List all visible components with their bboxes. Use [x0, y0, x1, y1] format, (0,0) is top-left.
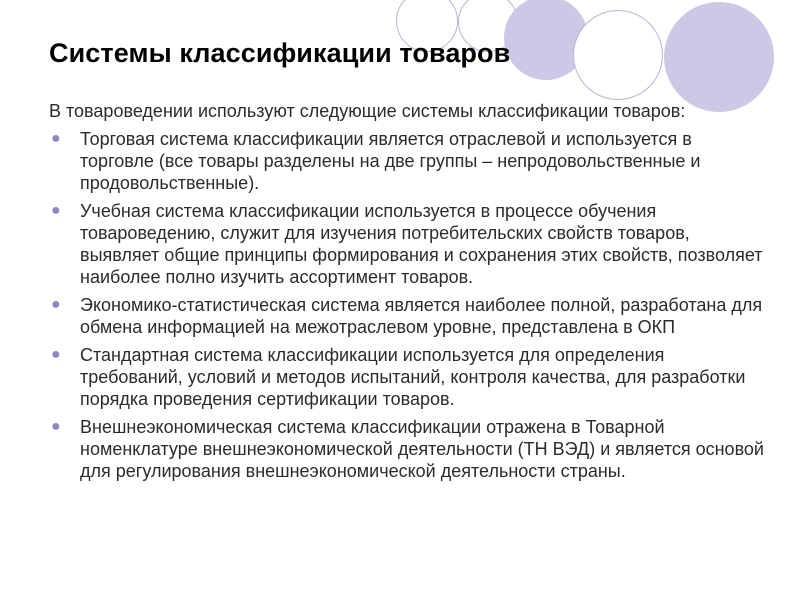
list-item-text: Торговая система классификации является отраслевой и используется в торговле (все товары разделены на две группы – непродовольственные и продовольственные).: [80, 129, 701, 193]
list-item-text: Учебная система классификации используется в процессе обучения товароведению, служит для изучения потребительских свойств товаров, выявляет общие принципы формирования и сохранения этих свойств, позволяет наиболее полно изучить ассортимент товаров.: [80, 201, 763, 287]
bullet-list: [49, 128, 765, 482]
bullet-icon: ●: [51, 130, 61, 147]
intro-text: В товароведении используют следующие системы классификации товаров:: [49, 101, 686, 121]
list-item-text: Экономико-статистическая система является наиболее полной, разработана для обмена информацией на межотраслевом уровне, представлена в ОКП: [80, 295, 763, 337]
list-item: [49, 416, 765, 482]
decor-circle-filled-icon: [664, 2, 774, 112]
slide-body: [49, 100, 765, 488]
list-item: [49, 344, 765, 410]
bullet-icon: ●: [51, 418, 61, 435]
decor-circle-outline-icon: [573, 10, 663, 100]
list-item-text: Внешнеэкономическая система классификации отражена в Товарной номенклатуре внешнеэкономической деятельности (ТН ВЭД) и является основой для регулирования внешнеэкономической деятельности страны.: [80, 417, 764, 481]
list-item: [49, 294, 765, 338]
slide-title: Системы классификации товаров: [49, 38, 511, 68]
bullet-icon: ●: [51, 346, 61, 363]
bullet-icon: ●: [51, 202, 61, 219]
list-item: [49, 128, 765, 194]
list-item: [49, 200, 765, 288]
bullet-icon: ●: [51, 296, 61, 313]
intro-paragraph: [49, 100, 765, 122]
list-item-text: Стандартная система классификации используется для определения требований, условий и методов испытаний, контроля качества, для разработки порядка проведения сертификации товаров.: [80, 345, 746, 409]
